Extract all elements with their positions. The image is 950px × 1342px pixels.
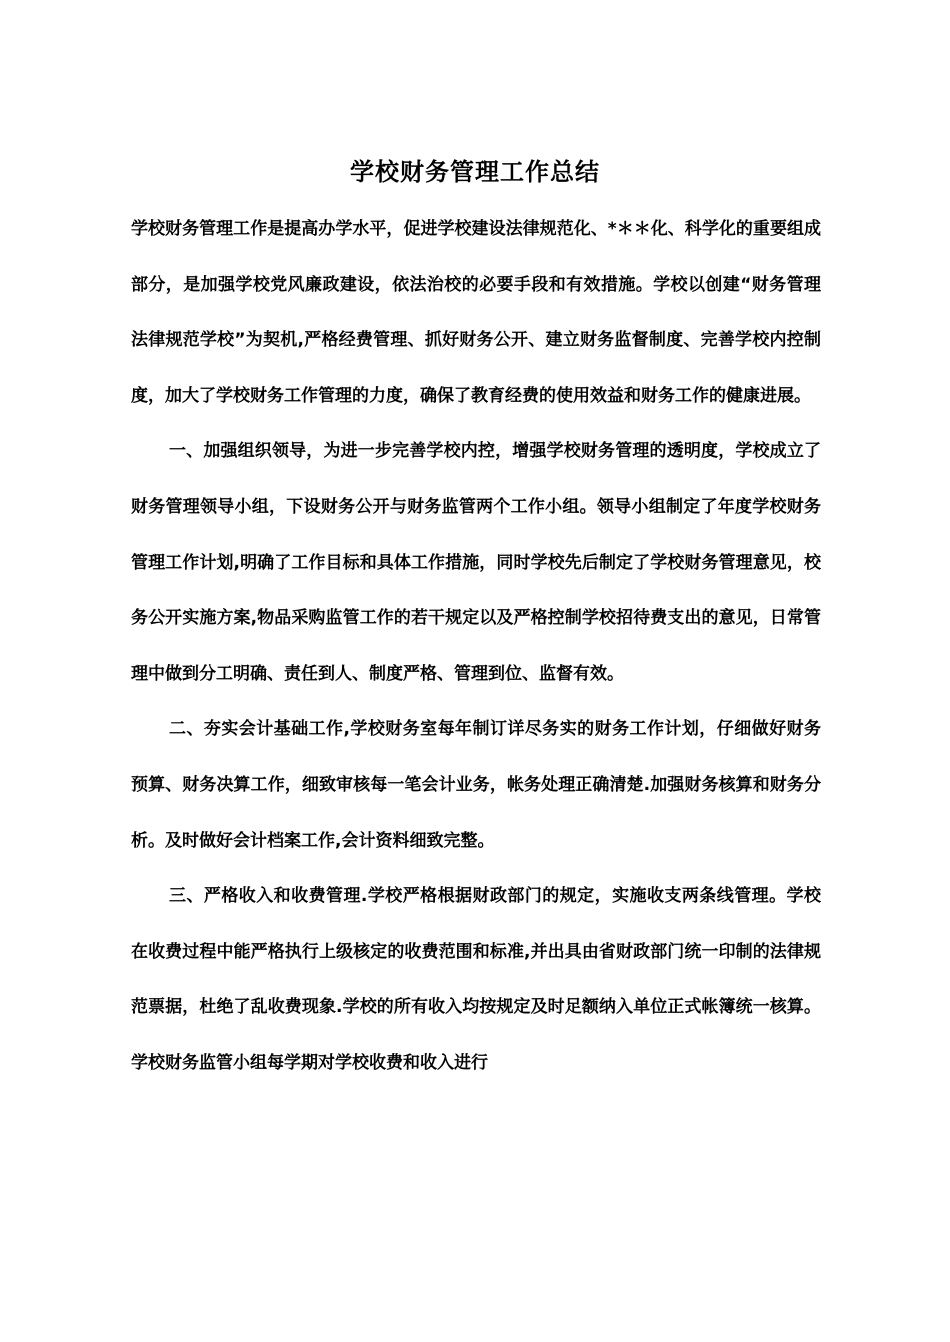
paragraph-section-3: 三、严格收入和收费管理.学校严格根据财政部门的规定，实施收支两条线管理。学校在收费过程中能严格执行上级核定的收费范围和标准,并出具由省财政部门统一印制的法律规范票据，杜绝了乱收费现象.学校的所有收入均按规定及时足额纳入单位正式帐簿统一核算。学校财务监管小组每学期对学校收费和收入进行 [131, 886, 821, 1073]
paragraph-section-1: 一、加强组织领导，为进一步完善学校内控，增强学校财务管理的透明度，学校成立了财务管理领导小组，下设财务公开与财务监管两个工作小组。领导小组制定了年度学校财务管理工作计划,明确了工作目标和具体工作措施，同时学校先后制定了学校财务管理意见，校务公开实施方案,物品采购监管工作的若干规定以及严格控制学校招待费支出的意见，日常管理中做到分工明确、责任到人、制度严格、管理到位、监督有效。 [131, 441, 821, 684]
paragraph-intro: 学校财务管理工作是提高办学水平，促进学校建设法律规范化、*＊＊化、科学化的重要组成部分，是加强学校党风廉政建设，依法治校的必要手段和有效措施。学校以创建“财务管理法律规范学校”为契机,严格经费管理、抓好财务公开、建立财务监督制度、完善学校内控制度，加大了学校财务工作管理的力度，确保了教育经费的使用效益和财务工作的健康进展。 [131, 219, 821, 406]
document-title: 学校财务管理工作总结 [350, 158, 600, 186]
document-body [131, 202, 821, 1092]
paragraph-section-2: 二、夯实会计基础工作,学校财务室每年制订详尽务实的财务工作计划，仔细做好财务预算、财务决算工作，细致审核每一笔会计业务，帐务处理正确清楚.加强财务核算和财务分析。及时做好会计档案工作,会计资料细致完整。 [131, 719, 821, 851]
